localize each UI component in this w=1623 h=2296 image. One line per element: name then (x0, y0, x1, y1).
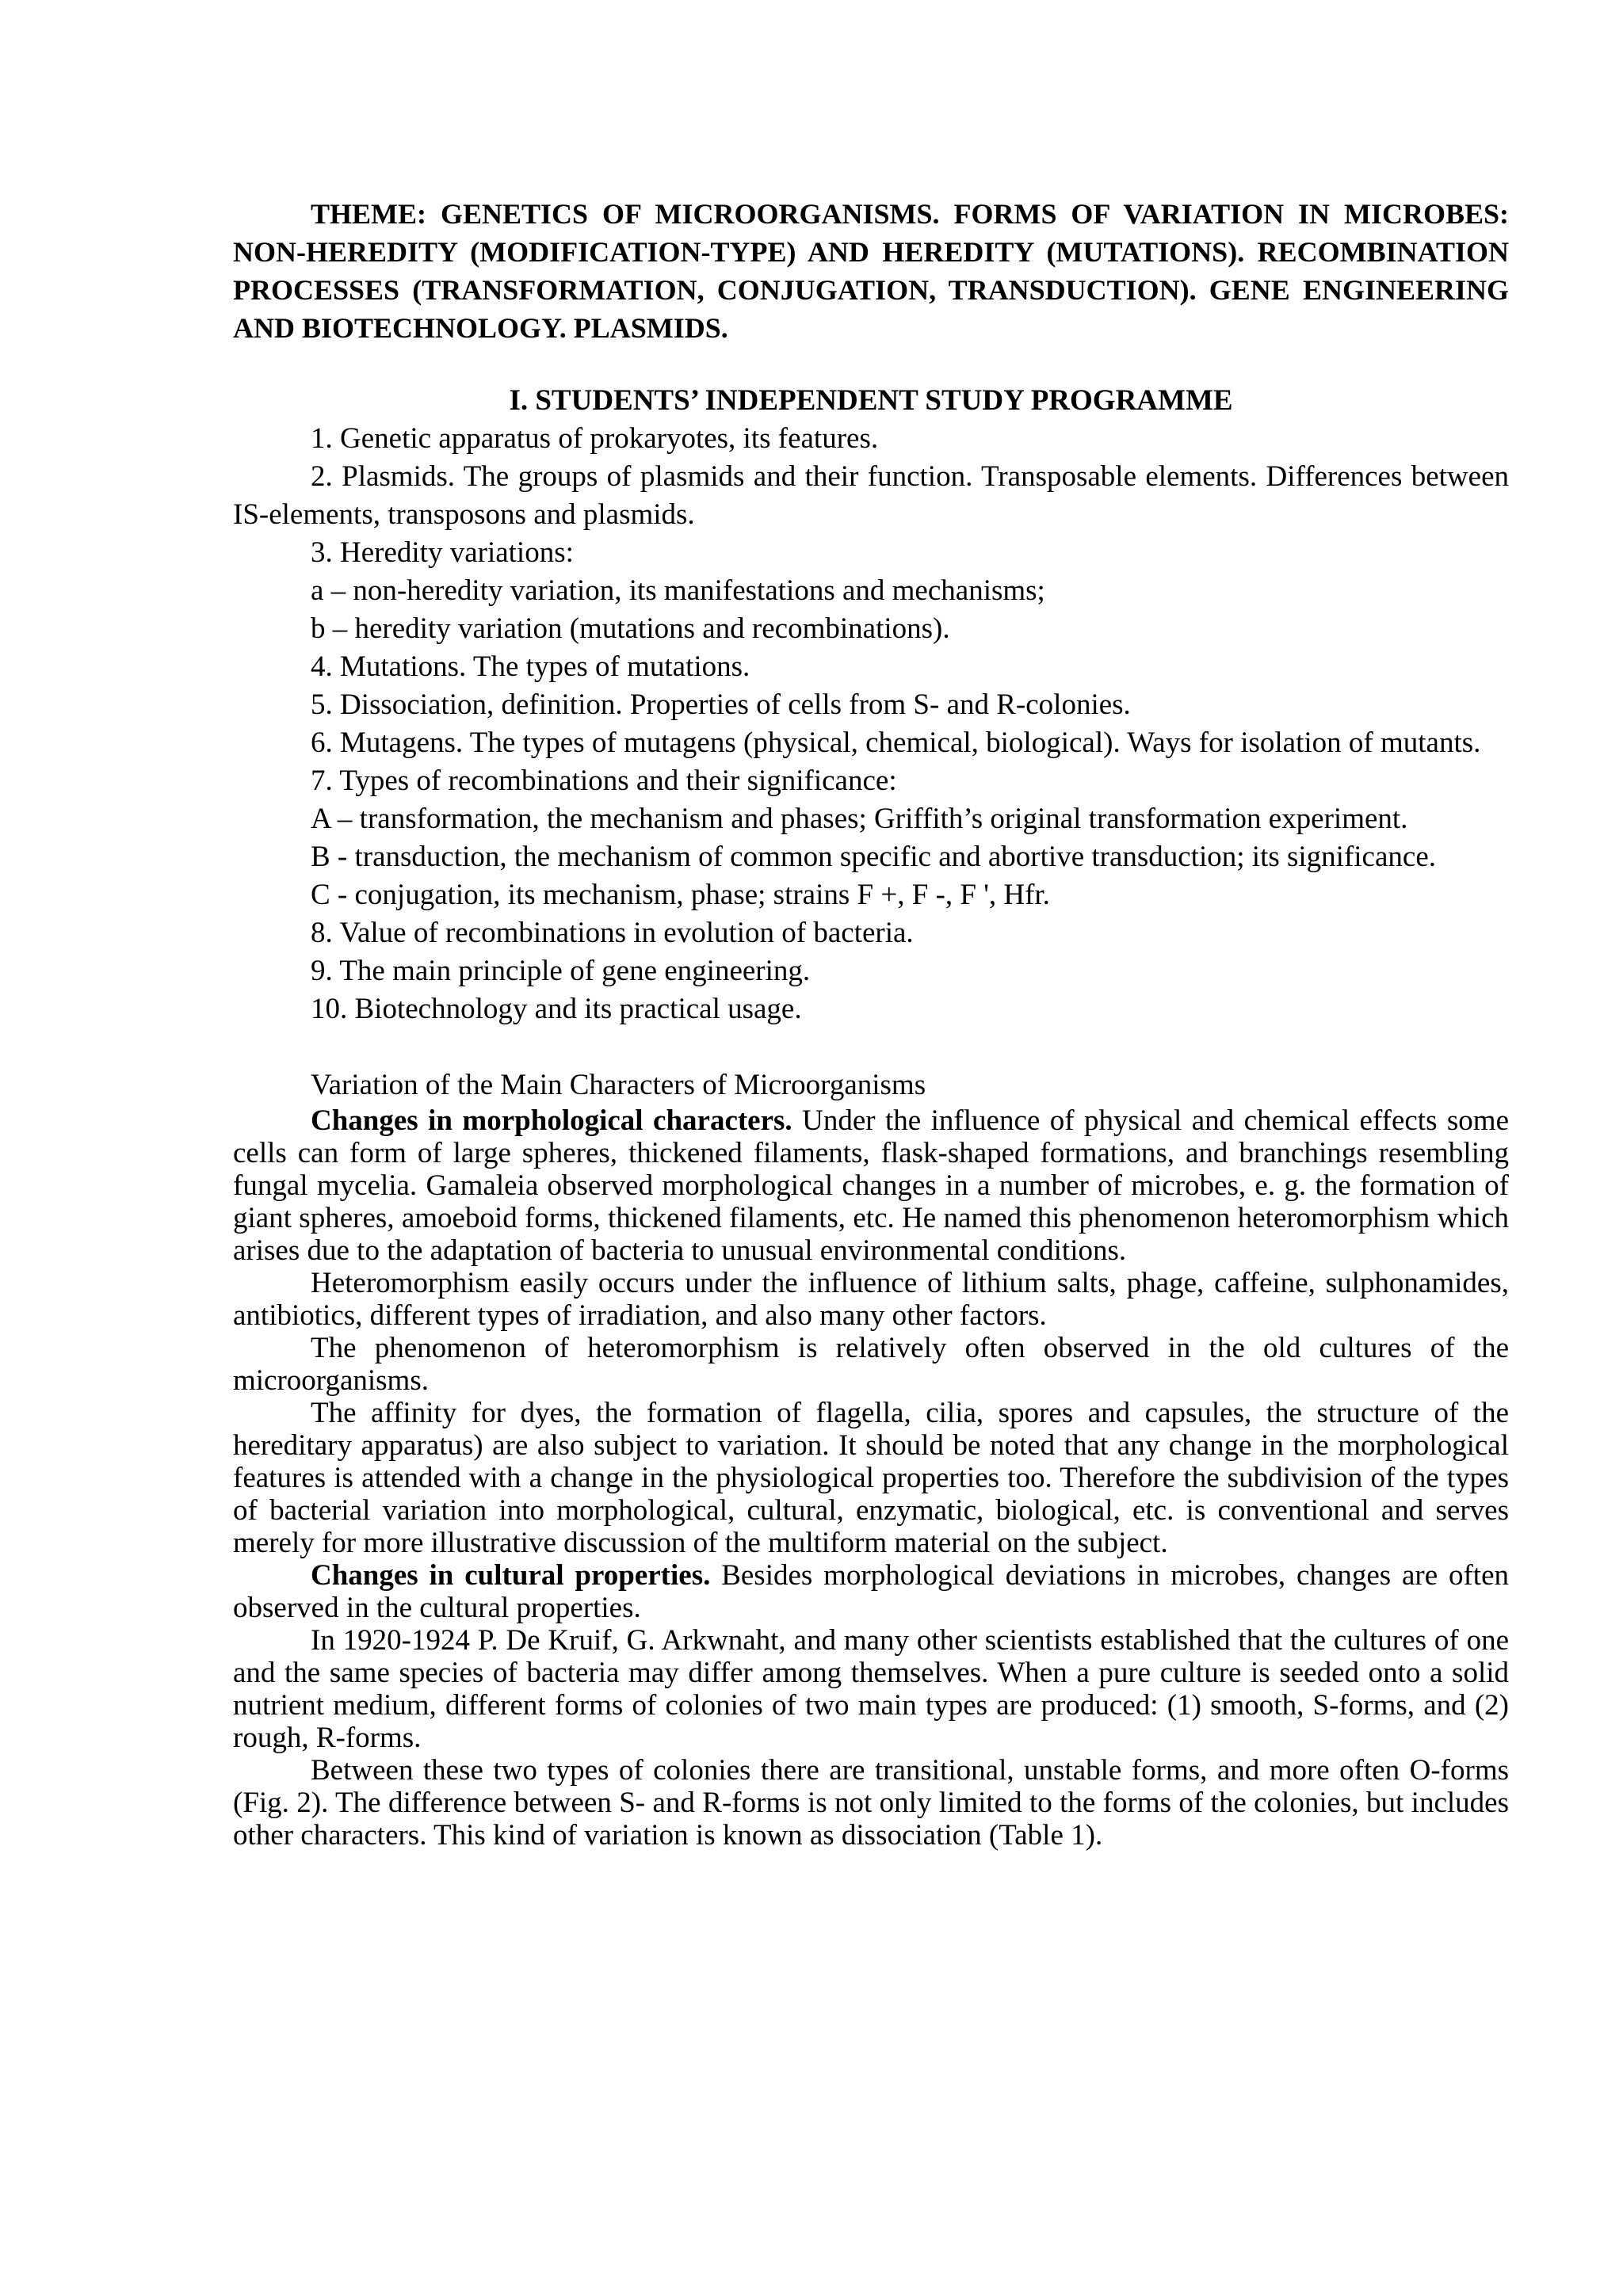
list-item: 8. Value of recombinations in evolution of bacteria. (311, 917, 914, 949)
morphological-text: Under the influence of physical and chemical effects some cells can form of large spheres, thickened filaments, flask-shaped formations, and branchings resembling fungal mycelia. Gamaleia observed morphological changes in a number of microbes, e. g. the formation of giant spheres, amoeboid forms, thickened filaments, etc. He named this phenomenon heteromorphism which arises due to the adaptation of bacteria to unusual environmental conditions. (233, 1104, 1510, 1267)
list-item: a – non-heredity variation, its manifestations and mechanisms; (311, 574, 1045, 607)
cultural-text: Besides morphological deviations in microbes, changes are often observed in the cultural properties. (233, 1559, 1509, 1624)
list-item: 7. Types of recombinations and their significance: (311, 765, 897, 797)
paragraph-morphological (233, 1104, 1509, 1267)
paragraph: In 1920-1924 P. De Kruif, G. Arkwnaht, and many other scientists established that the cultures of one and the same species of bacteria may differ among themselves. When a pure culture is seeded onto a solid nutrient medium, different forms of colonies of two main types are produced: (1) smooth, S-forms, and (2) rough, R-forms. (233, 1624, 1509, 1754)
document-page (233, 195, 1509, 1852)
programme-title: I. STUDENTS’ INDEPENDENT STUDY PROGRAMME (509, 384, 1233, 417)
variation-section (233, 1066, 1509, 1852)
list-item: 10. Biotechnology and its practical usage. (311, 993, 802, 1025)
list-item: 5. Dissociation, definition. Properties of cells from S- and R-colonies. (311, 688, 1131, 721)
list-item: A – transformation, the mechanism and phases; Griffith’s original transformation experiment. (311, 803, 1408, 835)
list-item: 1. Genetic apparatus of prokaryotes, its features. (311, 422, 879, 455)
paragraph: Between these two types of colonies there are transitional, unstable forms, and more often O-forms (Fig. 2). The difference between S- and R-forms is not only limited to the forms of the colonies, but includes other characters. This kind of variation is known as dissociation (Table 1). (233, 1754, 1509, 1852)
paragraph: The phenomenon of heteromorphism is relatively often observed in the old cultures of the microorganisms. (233, 1332, 1509, 1397)
paragraph: The affinity for dyes, the formation of flagella, cilia, spores and capsules, the structure of the hereditary apparatus) are also subject to variation. It should be noted that any change in the morphological features is attended with a change in the physiological properties too. Therefore the subdivision of the types of bacterial variation into morphological, cultural, enzymatic, biological, etc. is conventional and serves merely for more illustrative discussion of the multiform material on the subject. (233, 1397, 1509, 1559)
list-item: B - transduction, the mechanism of common specific and abortive transduction; its significance. (311, 841, 1437, 873)
paragraph: Heteromorphism easily occurs under the influence of lithium salts, phage, caffeine, sulphonamides, antibiotics, different types of irradiation, and also many other factors. (233, 1267, 1509, 1332)
section-subtitle: Variation of the Main Characters of Microorganisms (311, 1069, 926, 1101)
list-item: 9. The main principle of gene engineering. (311, 955, 811, 987)
paragraph-cultural (233, 1559, 1509, 1624)
theme-heading: THEME: GENETICS OF MICROORGANISMS. FORMS OF VARIATION IN MICROBES: NON-HEREDITY (MODIFICATION-TYPE) AND HEREDITY (MUTATIONS). RECOMBINATION PROCESSES (TRANSFORMATION, CONJUGATION, TRANSDUCTION). GENE ENGINEERING AND BIOTECHNOLOGY. PLASMIDS. (233, 198, 1509, 344)
list-item: 4. Mutations. The types of mutations. (311, 650, 750, 683)
cultural-heading: Changes in cultural properties. (311, 1559, 711, 1592)
morphological-heading: Changes in morphological characters. (311, 1104, 792, 1137)
list-item: 6. Mutagens. The types of mutagens (physical, chemical, biological). Ways for isolation of mutants. (311, 727, 1481, 759)
list-item: b – heredity variation (mutations and recombinations). (311, 612, 950, 645)
list-item: 2. Plasmids. The groups of plasmids and their function. Transposable elements. Differences between IS-elements, transposons and plasmids. (233, 460, 1509, 531)
programme-list (233, 420, 1509, 1028)
list-item: 3. Heredity variations: (311, 536, 574, 569)
list-item: C - conjugation, its mechanism, phase; strains F +, F -, F ', Hfr. (311, 879, 1050, 911)
